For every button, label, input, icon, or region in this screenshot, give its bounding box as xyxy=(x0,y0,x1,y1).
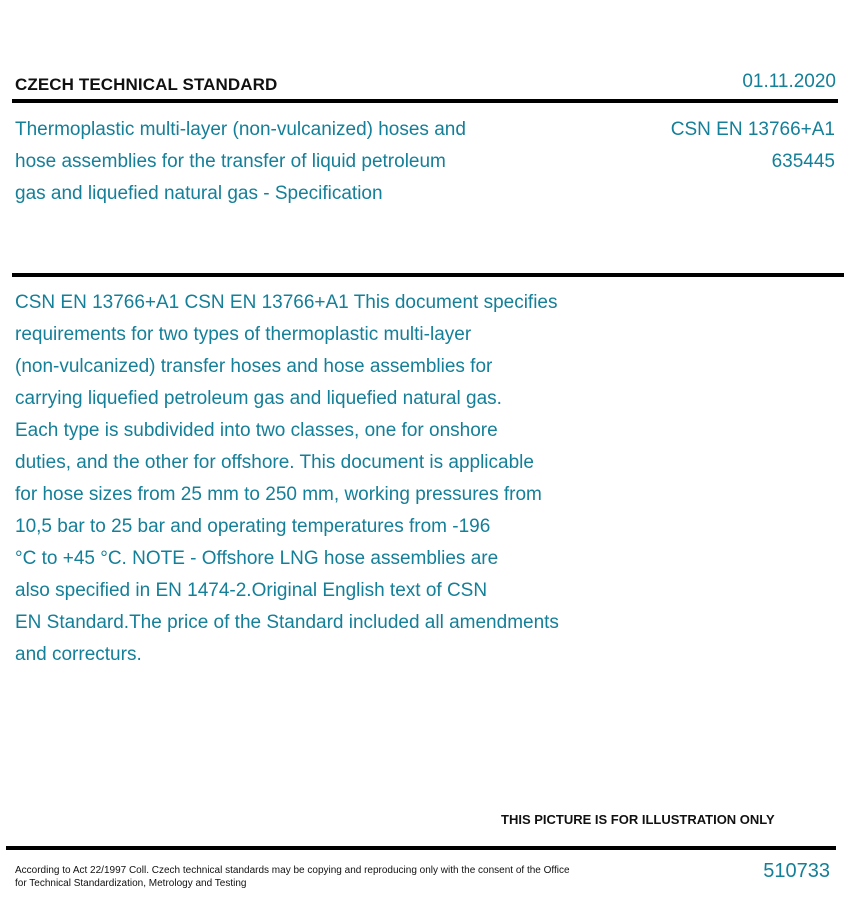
publication-date: 01.11.2020 xyxy=(742,71,836,92)
description-line: also specified in EN 1474-2.Original English text of CSN xyxy=(15,580,488,601)
description-line: 10,5 bar to 25 bar and operating temperatures from -196 xyxy=(15,516,491,537)
standard-code-block xyxy=(671,114,835,178)
description-line: carrying liquefied petroleum gas and liquefied natural gas. xyxy=(15,388,502,409)
title-line: Thermoplastic multi-layer (non-vulcanized) hoses and xyxy=(15,119,466,140)
footer-divider xyxy=(6,846,836,850)
description-line: EN Standard.The price of the Standard included all amendments xyxy=(15,612,559,633)
title-line: gas and liquefied natural gas - Specification xyxy=(15,183,383,204)
header-divider xyxy=(12,99,838,103)
legal-line: for Technical Standardization, Metrology and Testing xyxy=(15,878,247,889)
illustration-disclaimer: THIS PICTURE IS FOR ILLUSTRATION ONLY xyxy=(501,812,775,827)
legal-notice xyxy=(15,864,595,890)
description-line: requirements for two types of thermoplastic multi-layer xyxy=(15,324,472,345)
standard-description xyxy=(15,287,675,671)
standard-code: CSN EN 13766+A1 xyxy=(670,119,835,140)
description-line: Each type is subdivided into two classes, one for onshore xyxy=(15,420,498,441)
description-line: °C to +45 °C. NOTE - Offshore LNG hose assemblies are xyxy=(15,548,499,569)
standard-title xyxy=(15,114,575,210)
title-line: hose assemblies for the transfer of liquid petroleum xyxy=(15,151,446,172)
description-line: for hose sizes from 25 mm to 250 mm, working pressures from xyxy=(15,484,542,505)
description-line: and correcturs. xyxy=(15,644,142,665)
description-line: (non-vulcanized) transfer hoses and hose assemblies for xyxy=(15,356,493,377)
document-id: 510733 xyxy=(763,860,830,882)
title-divider xyxy=(12,273,844,277)
standard-number: 635445 xyxy=(771,151,835,172)
description-line: CSN EN 13766+A1 CSN EN 13766+A1 This document specifies xyxy=(15,292,558,313)
description-line: duties, and the other for offshore. This document is applicable xyxy=(15,452,534,473)
legal-line: According to Act 22/1997 Coll. Czech technical standards may be copying and reproducing only with the consent of the Office xyxy=(15,865,570,876)
header-label: CZECH TECHNICAL STANDARD xyxy=(15,75,278,94)
